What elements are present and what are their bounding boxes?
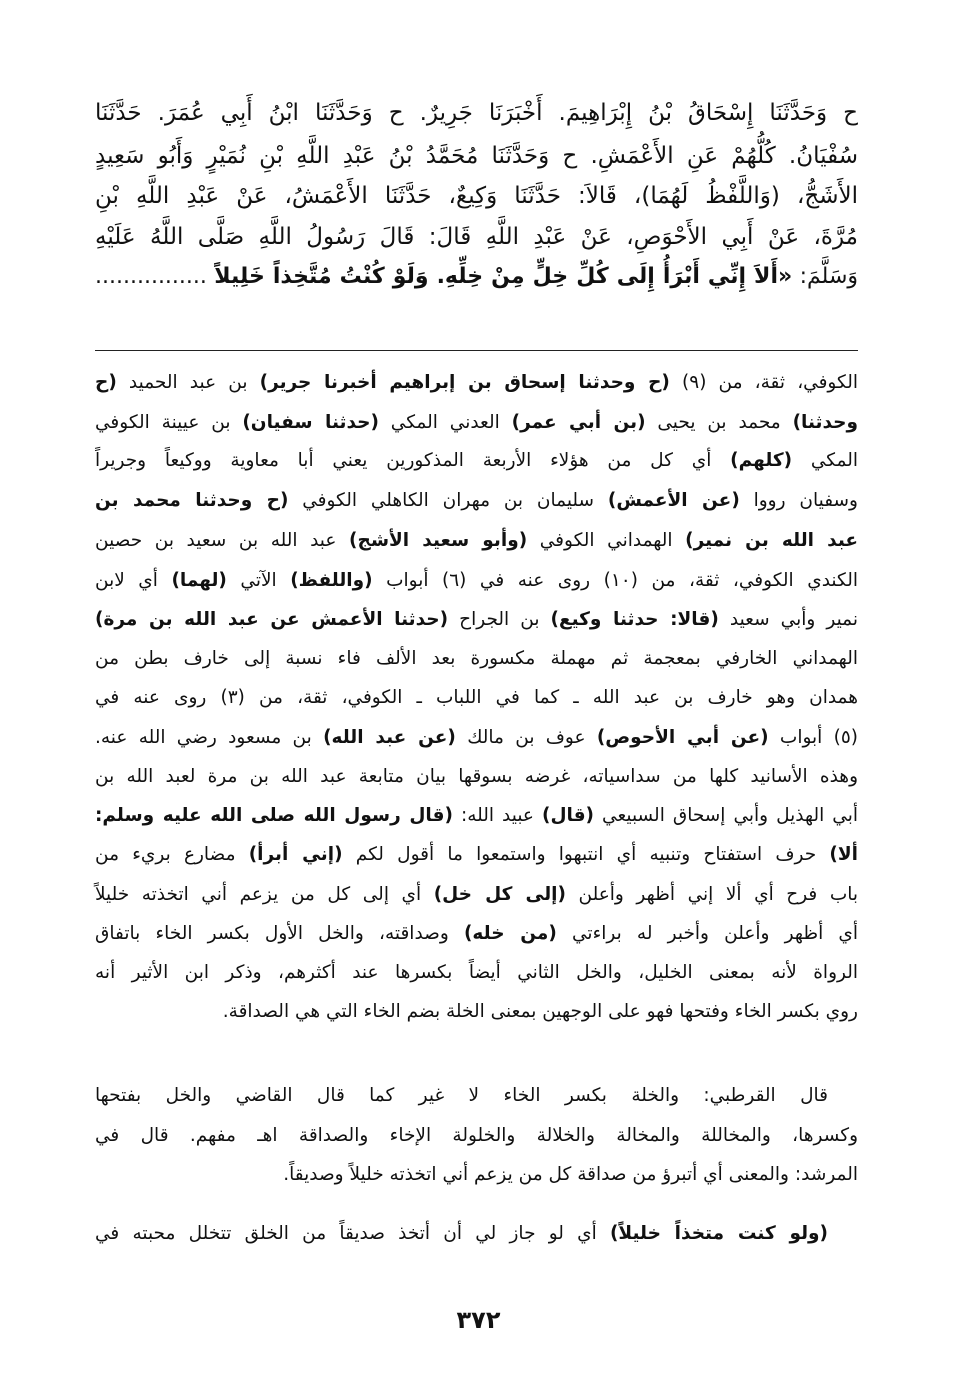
bold-quoted-text: عبد الله بن نمير) [685,530,859,551]
text-line [95,100,858,126]
text-line [95,1001,858,1022]
text-segment: وصداقته، والخل الأول بكسر الخاء باتفاق [95,923,464,944]
text-segment: (٥) أبواب [768,727,858,748]
text-segment: ح وَحَدَّثَنَا إِسْحَاقُ بْنُ إِبْرَاهِيمَ. أَخْبَرَنَا جَرِيرٌ. ح وَحَدَّثَنَا ابْنُ أَبِي عُمَرَ. حَدَّثَنَا [95,100,858,126]
text-line [95,1125,858,1146]
bold-quoted-text: (إني أبرأ) [248,844,343,865]
text-line [95,530,858,551]
text-segment: نمير وأبي سعيد [718,609,859,630]
text-segment: عبد الله بن سعيد بن حصين [95,530,350,551]
text-line [95,648,858,669]
text-segment: وسفيان رووا [739,490,858,511]
text-segment: أي لابن [95,570,172,591]
text-segment: أي إلى كل من يزعم أني اتخذته خليلاً [95,884,434,905]
text-segment: عوف بن مالك [455,727,597,748]
bold-quoted-text: (ح [95,372,117,393]
text-line [95,1085,858,1106]
text-line [95,1223,858,1244]
text-segment: بن الجراح [448,609,551,630]
text-line [95,727,858,748]
text-segment: أي لو جاز لي أن أتخذ صديقاً من الخلق تتخلل محبته في [95,1223,610,1244]
text-segment: الرواة لأنه بمعنى الخليل، والخل الثاني أيضاً بكسرها عند أكثرهم، وذكر ابن الأثير أنه [95,962,858,983]
text-segment: بن عيينة الكوفي [95,412,243,433]
bold-quoted-text: (إلى كل خل) [433,884,566,905]
text-line [95,264,858,289]
text-segment: بن عبد الحميد [116,372,260,393]
bold-quoted-text: (وأبو سعيد الأشج) [349,530,528,551]
text-segment: سليمان بن مهران الكاهلي الكوفي [288,490,608,511]
text-line [95,143,858,169]
text-segment: الكندي الكوفي، ثقة، من (١٠) روى عنه في (٦) أبواب [372,570,858,591]
bold-quoted-text: وحدثنا) [792,412,858,433]
text-segment: سُفْيَانُ. كُلُّهُمْ عَنِ الأَعْمَشِ. ح وَحَدَّثَنَا مُحَمَّدُ بْنُ عَبْدِ اللَّهِ بْنِ نُمَيْرٍ وَأَبُو سَعِيدٍ [95,143,858,169]
bold-quoted-text: «أَلاَ إِنِّي أَبْرَأُ إِلَى كُلِّ خِلٍّ مِنْ خِلِّهِ. وَلَوْ كُنْتُ مُتَّخِذاً خَلِيلاً [214,264,793,289]
text-line [95,962,858,983]
text-segment: الأَشَجُّ، (وَاللَّفْظُ لَهُمَا)، قَالاَ: حَدَّثَنَا وَكِيعٌ، حَدَّثَنَا الأَعْمَشُ، عَنْ عَبْدِ اللَّهِ بْنِ [95,183,858,209]
text-segment: العدني المكي [378,412,512,433]
text-line [95,884,858,905]
text-segment: الهمداني الخارفي بمعجمة ثم مهملة مكسورة بعد الألف فاء نسبة إلى خارف بطن من [95,648,858,669]
text-segment: همدان وهو خارف بن عبد الله ـ كما في اللباب ـ الكوفي، ثقة، من (٣) روى عنه في [95,687,859,708]
text-segment: الآتي [226,570,291,591]
text-segment: عبيد الله: [452,805,542,826]
text-segment: ................ [95,264,215,289]
text-line [95,844,858,865]
text-segment: المرشد: والمعنى أي أتبرؤ من صداقة كل من يزعم أني اتخذته خليلاً وصديقاً. [283,1164,858,1185]
text-segment: مضارع بريء من [95,844,249,865]
text-segment: محمد بن يحيى [645,412,793,433]
text-segment: حرف استفتاح وتنبيه أي انتبهوا واستمعوا ما أقول لكم [342,844,830,865]
text-line [95,1164,858,1185]
bold-quoted-text: (قالا: حدثنا وكيع) [550,609,719,630]
bold-quoted-text: (عن عبد الله) [323,727,456,748]
text-segment: أي أظهر وأعلن وأخبر له براءتي [556,923,858,944]
page-number: ٣٧٢ [456,1306,501,1334]
bold-quoted-text: (بن أبي عمر) [511,412,646,433]
bold-quoted-text: (من خله) [463,923,557,944]
text-line [95,450,858,471]
text-line [95,224,858,250]
text-segment: روي بكسر الخاء وفتحها فهو على الوجهين بمعنى الخلة بضم الخاء التي هي الصداقة. [222,1001,858,1022]
text-line [95,183,858,209]
text-segment: وهذه الأسانيد كلها من سداسياته، غرضه بسوقها بيان متابعة عبد الله بن مرة لعبد الله بن [95,766,858,787]
text-segment: المكي [792,450,858,471]
text-line [95,687,858,708]
text-line [95,412,858,433]
text-line [95,923,858,944]
bold-quoted-text: ألا) [829,844,858,865]
text-line [95,766,858,787]
bold-quoted-text: (عن الأعمش) [607,490,740,511]
text-line [95,570,858,591]
text-segment: أي كل من هؤلاء الأربعة المذكورين يعني أبا معاوية ووكيعاً وجريراً [95,450,731,471]
bold-quoted-text: (حدثنا الأعمش عن عبد الله بن مرة) [95,609,449,630]
bold-quoted-text: (قال رسول الله صلى الله عليه وسلم: [95,805,453,826]
text-segment: وكسرها، والمخاللة والمخالة والخلالة والخلولة الإخاء والصداقة اهـ مفهم. قال في [95,1125,858,1146]
bold-quoted-text: (ح وحدثنا محمد بن [95,490,289,511]
text-segment: بن مسعود رضي الله عنه. [95,727,324,748]
text-segment: مُرَّةَ، عَنْ أَبِي الأَحْوَصِ، عَنْ عَبْدِ اللَّهِ قَالَ: قَالَ رَسُولُ اللَّهِ صَلَّى اللَّهُ عَلَيْهِ [95,224,858,250]
text-line [95,372,858,393]
text-segment: باب فرح أي ألا إني أظهر وأعلن [565,884,859,905]
text-line [95,609,858,630]
text-segment: الهمداني الكوفي [527,530,686,551]
bold-quoted-text: (حدثنا سفيان) [242,412,379,433]
text-segment: قال القرطبي: والخلة بكسر الخاء لا غير كما قال القاضي والخل بفتحها [95,1085,828,1106]
bold-quoted-text: (ح وحدثنا إسحاق بن إبراهيم أخبرنا جرير) [259,372,670,393]
bold-quoted-text: (قال) [541,805,595,826]
text-segment: وَسَلَّمَ: [792,264,858,289]
bold-quoted-text: (عن أبي الأحوص) [596,727,769,748]
bold-quoted-text: (ولو كنت متخذاً خليلاً) [609,1223,828,1244]
text-segment: الكوفي، ثقة، من (٩) [669,372,858,393]
text-line [95,805,858,826]
bold-quoted-text: (واللفظ) [290,570,373,591]
bold-quoted-text: (لهما) [171,570,227,591]
bold-quoted-text: (كلهم) [730,450,793,471]
text-segment: أبي الهذيل وأبي إسحاق السبيعي [594,805,859,826]
footnote-divider [95,350,858,351]
text-line [95,490,858,511]
